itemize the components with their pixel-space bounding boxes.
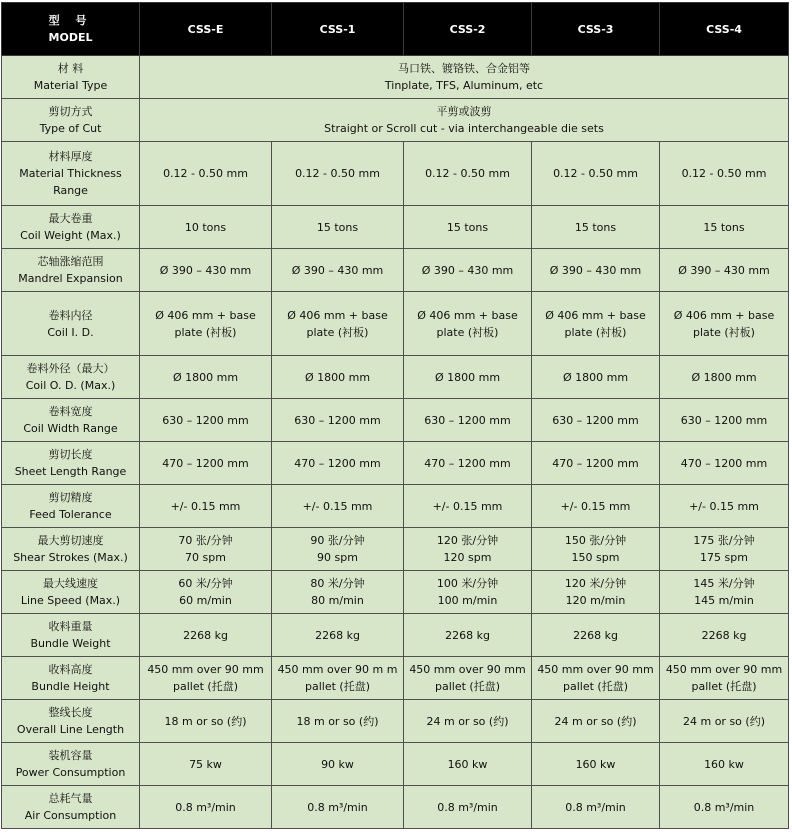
table-row: [2, 442, 789, 485]
value-cell: [404, 657, 532, 700]
row-label-cell: [2, 700, 140, 743]
value-text: 10 tons: [184, 220, 227, 234]
value-cell: [532, 743, 660, 786]
row-label-cn: 卷料外径（最大）: [26, 362, 115, 375]
value-cell: [660, 614, 789, 657]
value-en: 70 spm: [185, 551, 226, 564]
value-text: 0.12 - 0.50 mm: [553, 167, 638, 180]
value-cell: [272, 657, 404, 700]
value-text: Ø 1800 mm: [691, 370, 757, 384]
value-text: 160 kw: [704, 757, 744, 771]
value-cell: [140, 700, 272, 743]
row-label-cell: [2, 442, 140, 485]
table-row: [2, 99, 789, 142]
value-cell: [404, 206, 532, 249]
value-text: Ø 1800 mm: [304, 370, 371, 384]
value-cell: [404, 571, 532, 614]
value-cell: [660, 399, 789, 442]
table-row: [2, 485, 789, 528]
value-cell: [532, 356, 660, 399]
value-cn: 145 米/分钟: [693, 577, 755, 590]
value-text: 15 tons: [316, 220, 359, 234]
row-label-cell: [2, 142, 140, 206]
value-cell: [660, 206, 789, 249]
value-text: Ø 390 – 430 mm: [291, 263, 384, 277]
value-cell: [532, 571, 660, 614]
value-cell: [532, 657, 660, 700]
row-label-cell: [2, 485, 140, 528]
value-cell: [404, 442, 532, 485]
value-cell: [660, 249, 789, 292]
value-cell: [532, 292, 660, 356]
row-label-en: Bundle Height: [31, 680, 110, 693]
table-row: [2, 743, 789, 786]
value-cell: [404, 786, 532, 829]
value-en: 90 spm: [317, 551, 358, 564]
table-row: [2, 700, 789, 743]
value-cn: 120 张/分钟: [436, 534, 499, 547]
value-cell: [660, 657, 789, 700]
value-cell: [532, 249, 660, 292]
row-label-cell: [2, 56, 140, 99]
merged-value-cell: [140, 56, 789, 99]
table-row: [2, 206, 789, 249]
value-cell: [140, 657, 272, 700]
value-text: 75 kw: [189, 757, 222, 771]
value-text: 470 – 1200 mm: [680, 456, 768, 470]
value-text: 630 – 1200 mm: [680, 413, 768, 427]
value-cell: [532, 206, 660, 249]
value-cell: [272, 292, 404, 356]
value-text: Ø 406 mm + base plate (衬板): [155, 308, 256, 339]
table-row: [2, 292, 789, 356]
table-row: [2, 142, 789, 206]
table-header: [2, 3, 789, 56]
value-cell: [532, 528, 660, 571]
value-cell: [272, 206, 404, 249]
value-text: 15 tons: [446, 220, 489, 234]
value-cell: [532, 485, 660, 528]
row-label-cn: 卷料宽度: [48, 405, 93, 418]
model-header-cell: [2, 3, 140, 56]
value-en: 80 m/min: [311, 594, 364, 607]
value-cell: [140, 142, 272, 206]
value-cell: [404, 142, 532, 206]
value-text: Ø 1800 mm: [172, 370, 239, 384]
value-text: 470 – 1200 mm: [294, 456, 381, 470]
value-cell: [140, 356, 272, 399]
table-row: [2, 571, 789, 614]
value-en: Straight or Scroll cut - via interchangeable die sets: [324, 122, 604, 135]
value-cell: [404, 399, 532, 442]
spec-table: [1, 2, 789, 829]
model-label-en: MODEL: [48, 31, 93, 44]
row-label-cn: 总耗气量: [48, 792, 93, 805]
value-cell: [660, 786, 789, 829]
value-cn: 90 张/分钟: [310, 534, 365, 547]
row-label-en: Coil O. D. (Max.): [25, 379, 116, 392]
value-cell: [272, 485, 404, 528]
value-text: 470 – 1200 mm: [162, 456, 249, 470]
value-cell: [272, 786, 404, 829]
value-cell: [140, 786, 272, 829]
value-cn: 平剪或波剪: [436, 105, 492, 118]
row-label-cn: 芯轴涨缩范围: [37, 255, 104, 268]
value-cell: [404, 485, 532, 528]
value-cn: 120 米/分钟: [564, 577, 627, 590]
value-en: 120 m/min: [565, 594, 626, 607]
value-text: 470 – 1200 mm: [424, 456, 511, 470]
row-label-cn: 装机容量: [48, 749, 93, 762]
row-label-en: Material Type: [33, 79, 108, 92]
value-text: 630 – 1200 mm: [294, 413, 381, 427]
model-name-css-2: CSS-2: [404, 3, 532, 56]
row-label-cn: 收料重量: [48, 620, 93, 633]
model-name-css-4: CSS-4: [660, 3, 789, 56]
value-cn: 80 米/分钟: [310, 577, 365, 590]
value-en: 175 spm: [700, 551, 748, 564]
value-text: +/- 0.15 mm: [302, 499, 373, 513]
value-text: Ø 1800 mm: [434, 370, 501, 384]
row-label-en: Mandrel Expansion: [18, 272, 123, 285]
value-cell: [272, 700, 404, 743]
row-label-cell: [2, 657, 140, 700]
value-cell: [272, 142, 404, 206]
value-en: 150 spm: [571, 551, 620, 564]
row-label-cn: 最大剪切速度: [37, 534, 104, 547]
value-text: Ø 390 – 430 mm: [159, 263, 252, 277]
value-en: Tinplate, TFS, Aluminum, etc: [384, 79, 544, 92]
value-cell: [532, 614, 660, 657]
value-cell: [532, 442, 660, 485]
row-label-cell: [2, 399, 140, 442]
value-cell: [272, 743, 404, 786]
value-text: 0.8 m³/min: [307, 800, 368, 814]
row-label-cn: 材 料: [57, 62, 84, 75]
value-text: 0.12 - 0.50 mm: [295, 167, 380, 180]
table-row: [2, 657, 789, 700]
value-text: 24 m or so (约): [426, 714, 509, 728]
value-cell: [660, 292, 789, 356]
value-cell: [272, 399, 404, 442]
value-text: 630 – 1200 mm: [424, 413, 511, 427]
row-label-en: Material Thickness Range: [19, 167, 122, 197]
table-row: [2, 56, 789, 99]
row-label-cn: 最大卷重: [48, 212, 93, 225]
row-label-cell: [2, 292, 140, 356]
value-text: 0.12 - 0.50 mm: [425, 167, 510, 180]
value-text: 2268 kg: [183, 628, 228, 642]
value-text: 0.12 - 0.50 mm: [681, 167, 767, 180]
value-cell: [140, 614, 272, 657]
value-cell: [532, 700, 660, 743]
value-text: 0.8 m³/min: [437, 800, 498, 814]
row-label-en: Bundle Weight: [30, 637, 111, 650]
value-text: 450 mm over 90 mm pallet (托盘): [665, 663, 783, 693]
row-label-cn: 整线长度: [48, 706, 93, 719]
model-name-css-1: CSS-1: [272, 3, 404, 56]
value-cell: [272, 614, 404, 657]
value-text: 450 mm over 90 m m pallet (托盘): [277, 663, 398, 693]
row-label-cell: [2, 99, 140, 142]
value-cell: [660, 442, 789, 485]
value-text: 18 m or so (约): [296, 714, 379, 728]
value-cn: 100 米/分钟: [436, 577, 499, 590]
row-label-cell: [2, 206, 140, 249]
row-label-cn: 材料厚度: [48, 150, 93, 163]
model-name-css-3: CSS-3: [532, 3, 660, 56]
value-text: 2268 kg: [445, 628, 490, 642]
value-cell: [140, 571, 272, 614]
value-cell: [532, 786, 660, 829]
value-text: 630 – 1200 mm: [552, 413, 639, 427]
value-cn: 马口铁、镀铬铁、合金铝等: [398, 62, 530, 75]
value-text: 24 m or so (约): [683, 714, 765, 728]
row-label-cell: [2, 249, 140, 292]
value-cell: [272, 356, 404, 399]
value-cn: 70 张/分钟: [178, 534, 233, 547]
value-cn: 60 米/分钟: [178, 577, 233, 590]
value-text: 24 m or so (约): [554, 714, 637, 728]
value-cell: [140, 442, 272, 485]
value-en: 100 m/min: [437, 594, 498, 607]
value-text: Ø 390 – 430 mm: [678, 263, 770, 277]
value-cell: [272, 528, 404, 571]
value-cell: [272, 249, 404, 292]
row-label-cell: [2, 786, 140, 829]
value-text: +/- 0.15 mm: [170, 499, 241, 513]
value-cell: [140, 528, 272, 571]
value-cell: [140, 249, 272, 292]
value-cell: [660, 356, 789, 399]
row-label-cell: [2, 614, 140, 657]
value-cell: [532, 142, 660, 206]
value-cell: [404, 743, 532, 786]
row-label-en: Coil Weight (Max.): [20, 229, 121, 242]
value-cell: [660, 743, 789, 786]
value-cell: [404, 614, 532, 657]
value-text: Ø 390 – 430 mm: [421, 263, 514, 277]
row-label-en: Feed Tolerance: [29, 508, 112, 521]
row-label-cn: 剪切长度: [48, 448, 93, 461]
row-label-cn: 收料高度: [48, 663, 93, 676]
value-en: 145 m/min: [694, 594, 754, 607]
table-row: [2, 249, 789, 292]
value-cell: [404, 292, 532, 356]
value-text: +/- 0.15 mm: [432, 499, 503, 513]
row-label-cn: 剪切精度: [48, 491, 93, 504]
row-label-en: Power Consumption: [15, 766, 126, 779]
value-cell: [660, 700, 789, 743]
row-label-cn: 最大线速度: [43, 577, 98, 590]
value-text: Ø 406 mm + base plate (衬板): [417, 308, 518, 339]
value-cell: [660, 528, 789, 571]
value-cell: [404, 528, 532, 571]
row-label-en: Air Consumption: [24, 809, 117, 822]
value-text: 0.12 - 0.50 mm: [163, 167, 248, 180]
value-text: 470 – 1200 mm: [552, 456, 639, 470]
value-cell: [140, 743, 272, 786]
value-cell: [660, 571, 789, 614]
value-cell: [404, 356, 532, 399]
value-text: +/- 0.15 mm: [689, 499, 759, 513]
value-text: 90 kw: [321, 757, 354, 771]
row-label-cn: 卷料内径: [48, 308, 93, 322]
value-cell: [404, 700, 532, 743]
value-en: 120 spm: [443, 551, 492, 564]
value-cell: [140, 206, 272, 249]
value-text: 2268 kg: [701, 628, 747, 642]
row-label-en: Sheet Length Range: [14, 465, 127, 478]
row-label-cn: 剪切方式: [48, 105, 93, 118]
value-text: 160 kw: [447, 757, 488, 771]
value-text: Ø 406 mm + base plate (衬板): [545, 308, 646, 339]
row-label-en: Shear Strokes (Max.): [13, 551, 128, 564]
value-cell: [272, 571, 404, 614]
value-cell: [660, 142, 789, 206]
row-label-cell: [2, 528, 140, 571]
table-body: [2, 56, 789, 829]
value-en: 60 m/min: [179, 594, 232, 607]
value-text: 0.8 m³/min: [693, 800, 755, 814]
table-row: [2, 786, 789, 829]
value-text: 450 mm over 90 mm pallet (托盘): [537, 663, 654, 693]
row-label-en: Overall Line Length: [16, 723, 125, 736]
value-cell: [532, 399, 660, 442]
value-text: 0.8 m³/min: [175, 800, 236, 814]
table-row: [2, 399, 789, 442]
value-cell: [660, 485, 789, 528]
table-row: [2, 528, 789, 571]
row-label-en: Line Speed (Max.): [20, 594, 121, 607]
value-text: Ø 406 mm + base plate (衬板): [673, 308, 775, 339]
row-label-cell: [2, 571, 140, 614]
value-cn: 175 张/分钟: [693, 534, 755, 547]
value-text: 0.8 m³/min: [565, 800, 626, 814]
model-label-cn: 型 号: [48, 14, 93, 27]
value-cn: 150 张/分钟: [564, 534, 627, 547]
value-text: +/- 0.15 mm: [560, 499, 631, 513]
value-cell: [140, 399, 272, 442]
header-row: [2, 3, 789, 56]
value-cell: [404, 249, 532, 292]
value-text: 15 tons: [574, 220, 617, 234]
value-text: Ø 1800 mm: [562, 370, 629, 384]
table-row: [2, 614, 789, 657]
value-cell: [272, 442, 404, 485]
value-text: 160 kw: [575, 757, 616, 771]
row-label-en: Coil Width Range: [23, 422, 118, 435]
table-row: [2, 356, 789, 399]
value-text: Ø 406 mm + base plate (衬板): [287, 308, 388, 339]
value-text: 2268 kg: [573, 628, 618, 642]
value-cell: [140, 292, 272, 356]
row-label-en: Coil I. D.: [47, 325, 94, 339]
model-name-css-e: CSS-E: [140, 3, 272, 56]
merged-value-cell: [140, 99, 789, 142]
value-text: Ø 390 – 430 mm: [549, 263, 642, 277]
value-text: 15 tons: [703, 220, 745, 234]
row-label-cell: [2, 743, 140, 786]
row-label-cell: [2, 356, 140, 399]
value-text: 450 mm over 90 mm pallet (托盘): [147, 663, 264, 693]
row-label-en: Type of Cut: [39, 122, 102, 135]
value-text: 630 – 1200 mm: [162, 413, 249, 427]
value-text: 18 m or so (约): [164, 714, 247, 728]
value-text: 2268 kg: [315, 628, 360, 642]
value-text: 450 mm over 90 mm pallet (托盘): [409, 663, 526, 693]
value-cell: [140, 485, 272, 528]
